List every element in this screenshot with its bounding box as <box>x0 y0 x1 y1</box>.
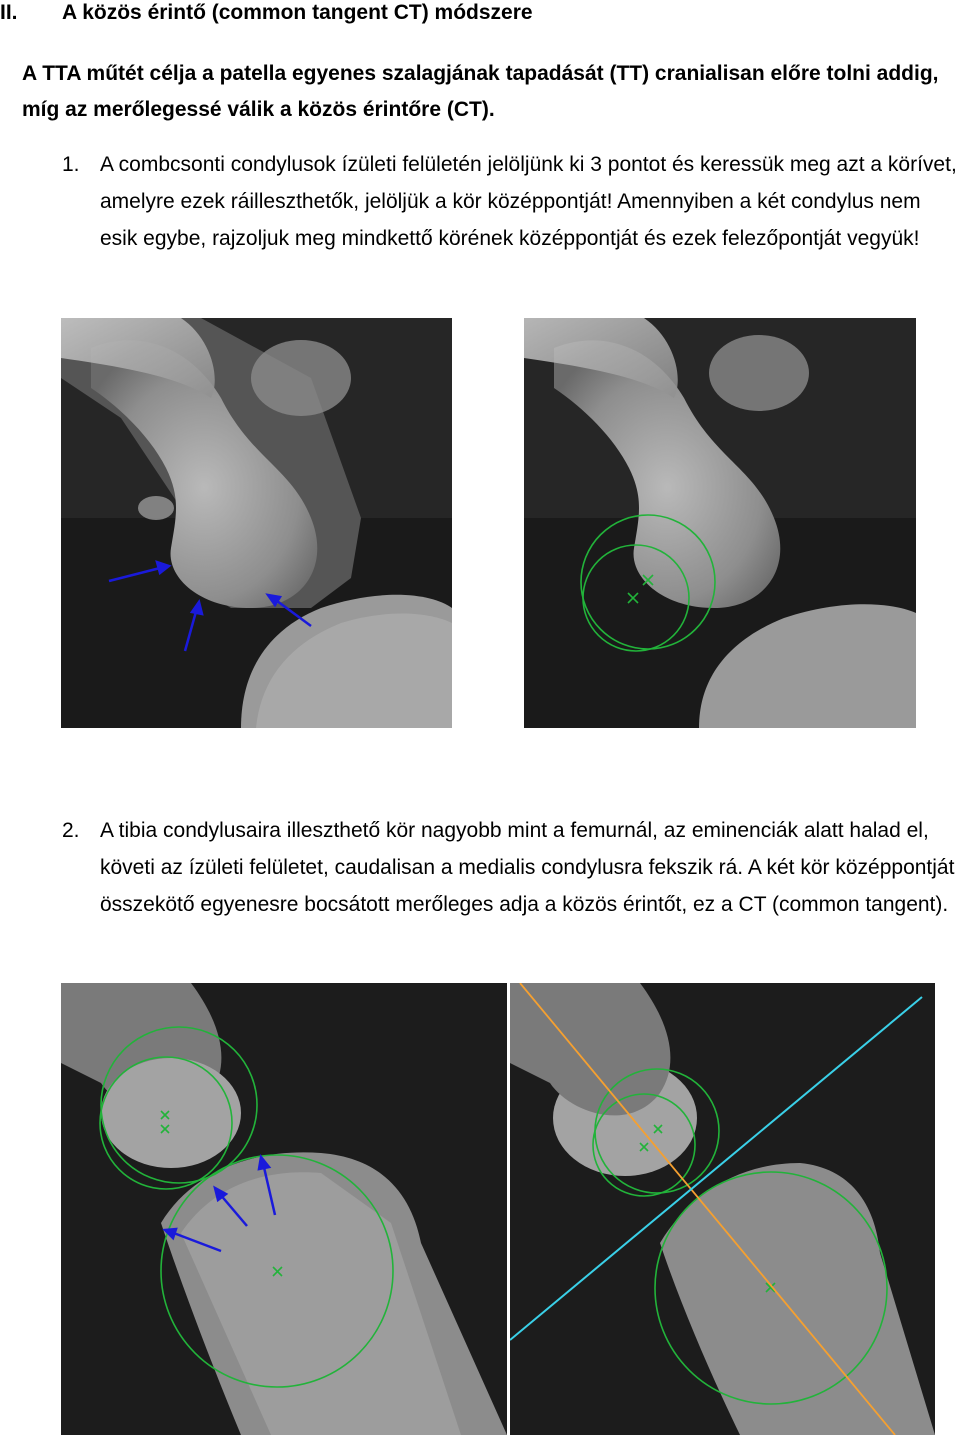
section-title: A közös érintő (common tangent CT) módszere <box>62 1 533 24</box>
patella-shape <box>251 340 351 416</box>
step-2-text: A tibia condylusaira illeszthető kör nagyobb mint a femurnál, az eminenciák alatt halad el, követi az ízületi felületet, caudalisan a medialis condylusra fekszik rá. A két kör középpontját összekötő egyenesre bocsátott merőleges adja a közös érintőt, ez a CT (common tangent). <box>100 819 955 916</box>
xray-tibia-circle-image <box>61 983 507 1435</box>
xray-femur-points-image <box>61 318 452 728</box>
step-2 <box>62 812 958 923</box>
step-2-number: 2. <box>62 819 80 842</box>
section-heading <box>0 0 533 26</box>
step-1-number: 1. <box>62 153 80 176</box>
section-number: II. <box>0 1 18 24</box>
step-1 <box>62 146 958 257</box>
xray-common-tangent-image <box>510 983 935 1435</box>
xray-femur-circles-image <box>524 318 916 728</box>
intro-paragraph: A TTA műtét célja a patella egyenes szalagjának tapadását (TT) cranialisan előre tolni addig, míg az merőlegessé válik a közös érintőre (CT). <box>22 62 939 121</box>
xray-figure-1 <box>61 318 452 728</box>
xray-figure-3 <box>61 983 507 1435</box>
xray-figure-2 <box>524 318 916 728</box>
step-1-text: A combcsonti condylusok ízületi felületén jelöljünk ki 3 pontot és keressük meg azt a körívet, amelyre ezek ráilleszthetők, jelöljük a kör középpontját! Amennyiben a két condylus nem esik egybe, rajzoljuk meg mindkettő körének középpontját és ezek felezőpontját vegyük! <box>100 153 957 250</box>
patella-shape <box>709 335 809 411</box>
xray-figure-4 <box>510 983 935 1435</box>
